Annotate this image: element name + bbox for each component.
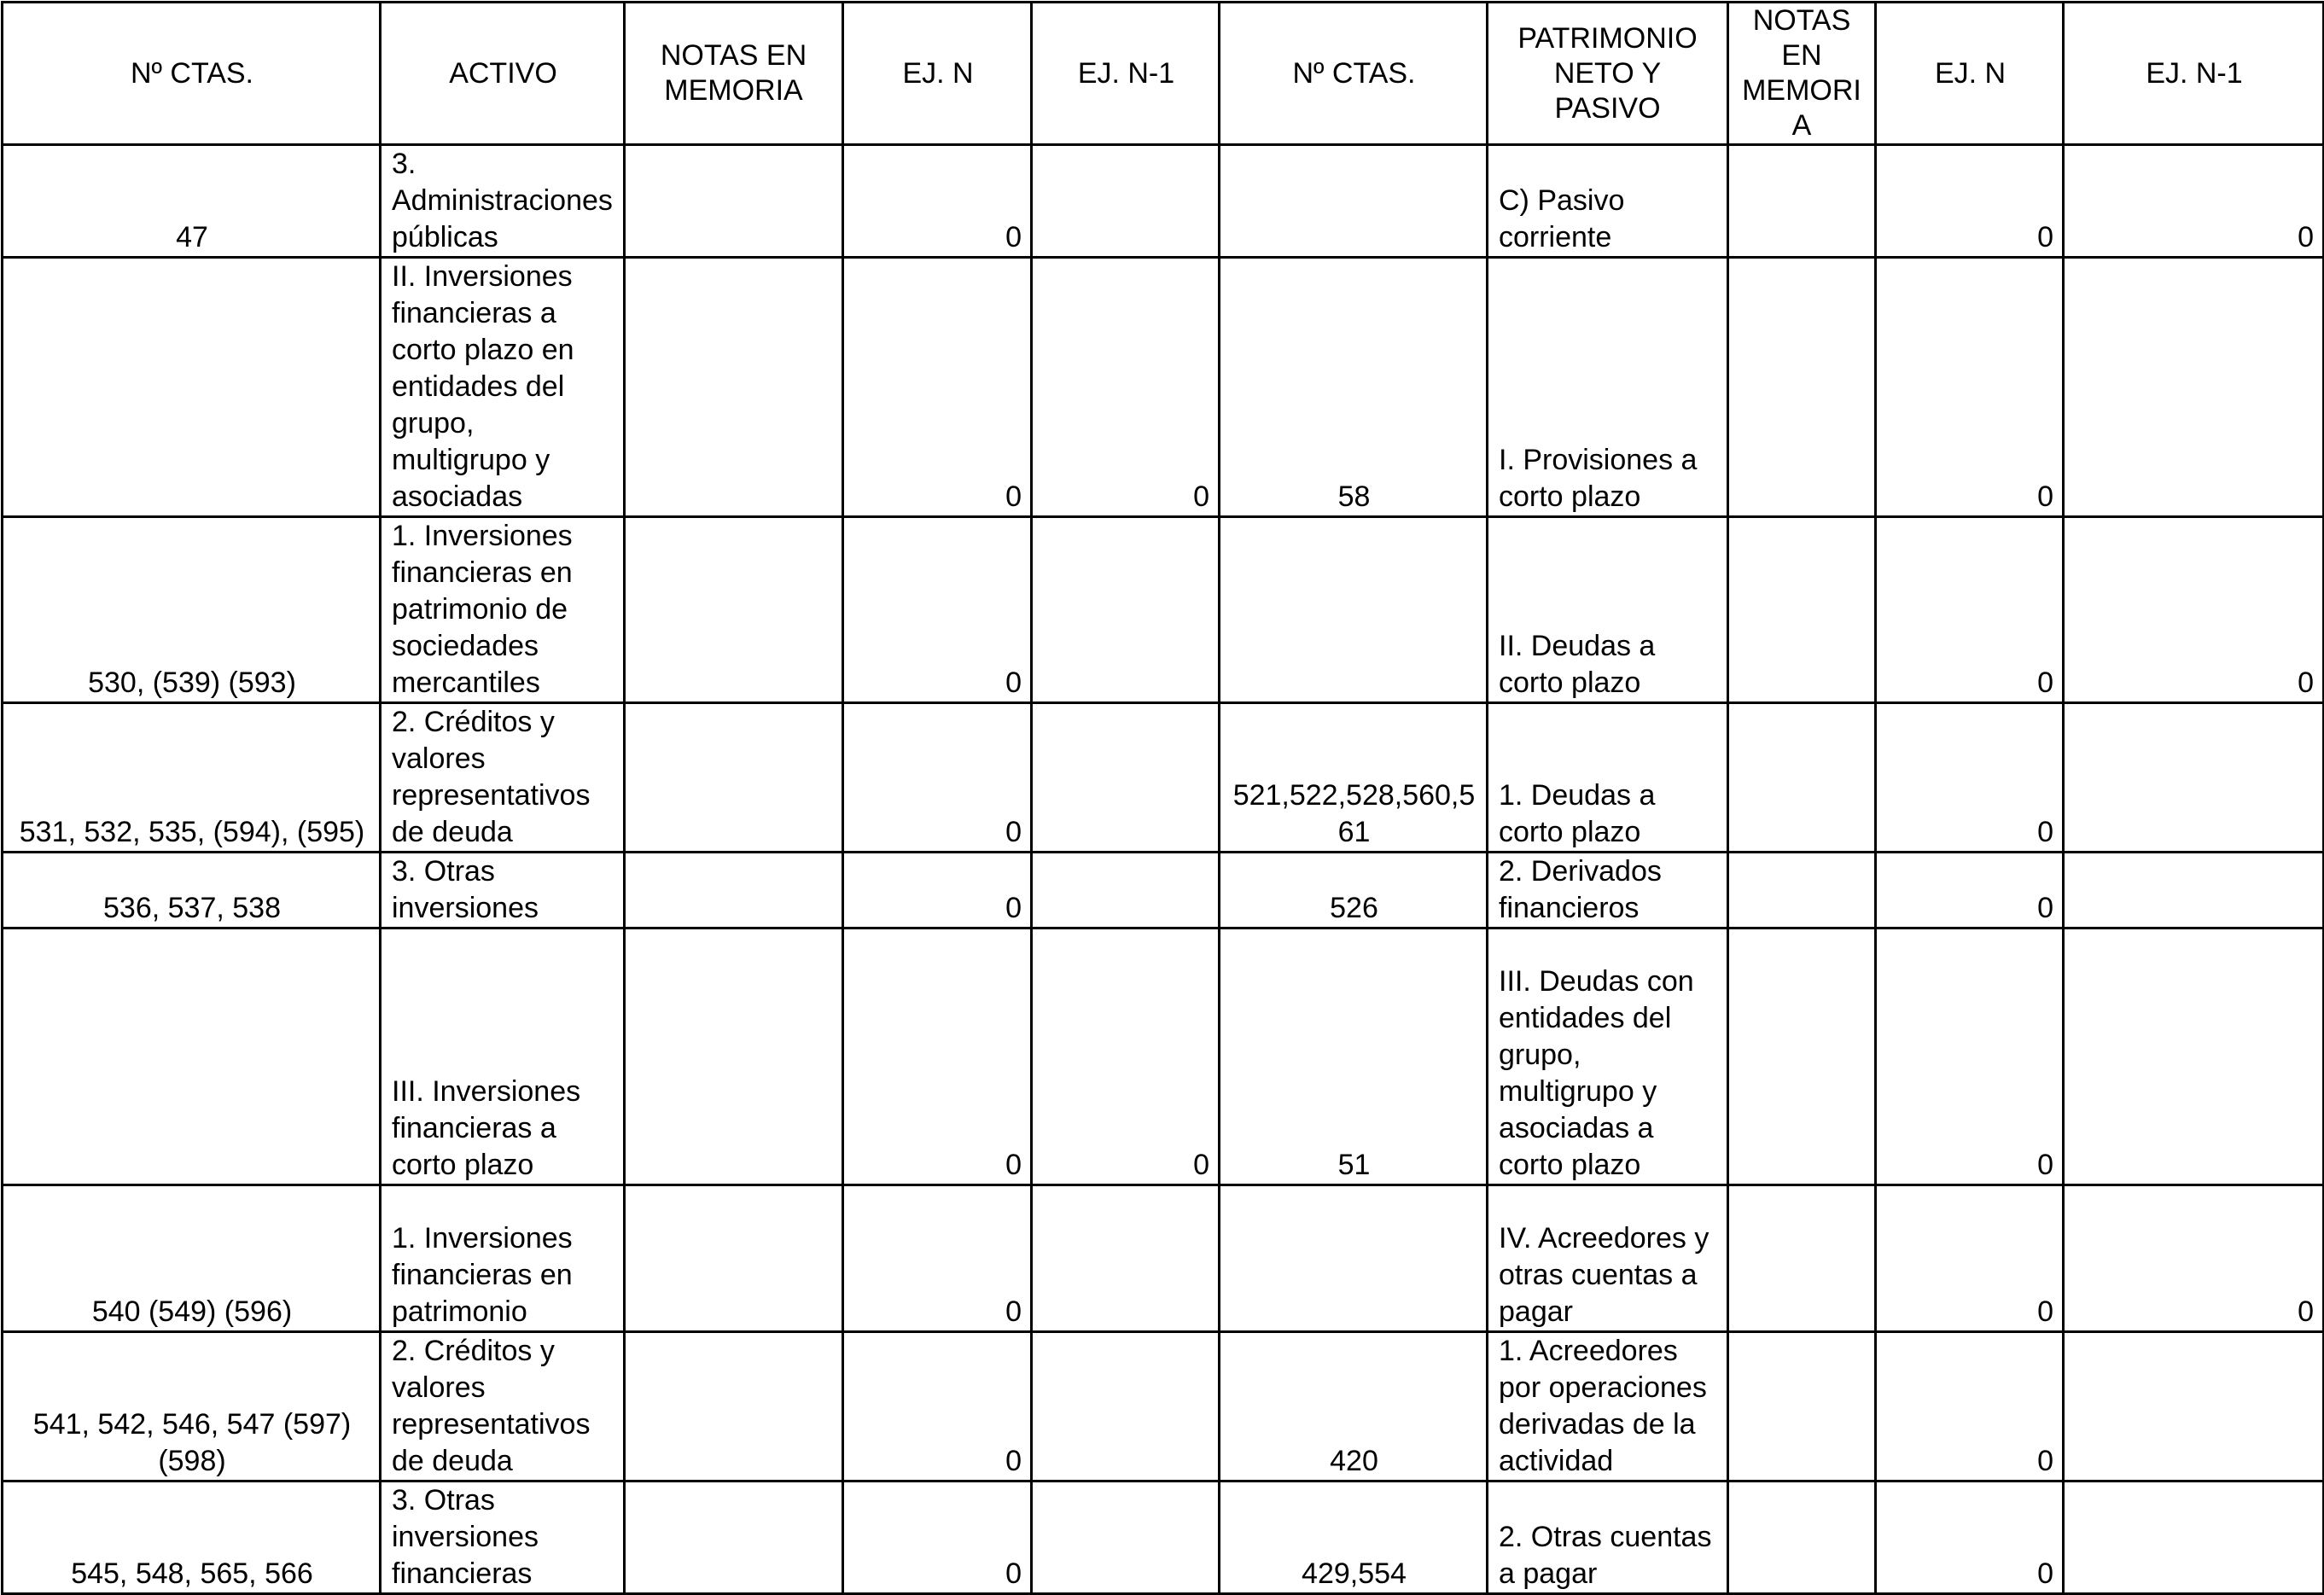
activo-notas-cell [625,1481,843,1594]
pasivo-cuentas-cell [1220,145,1488,258]
pasivo-notas-cell [1728,853,1876,928]
pasivo-ej-n-cell: 0 [1876,853,2064,928]
pasivo-concepto-cell: C) Pasivo corriente [1488,145,1728,258]
balance-sheet-table [1,1,2324,1595]
pasivo-cuentas-cell: 51 [1220,928,1488,1185]
activo-ej-n-cell: 0 [843,703,1032,853]
activo-cuentas-cell [3,258,381,517]
activo-cuentas-cell: 530, (539) (593) [3,517,381,703]
pasivo-ej-n1-cell [2064,853,2324,928]
pasivo-notas-cell [1728,703,1876,853]
pasivo-ej-n-cell: 0 [1876,1332,2064,1481]
header-pasivo: PATRIMONIO NETO Y PASIVO [1488,3,1728,145]
table-row [3,853,2324,928]
pasivo-ej-n1-cell [2064,1332,2324,1481]
activo-concepto-cell: 3. Administraciones públicas [381,145,625,258]
activo-ej-n-cell: 0 [843,853,1032,928]
pasivo-ej-n-cell: 0 [1876,145,2064,258]
pasivo-concepto-cell: III. Deudas con entidades del grupo, multigrupo y asociadas a corto plazo [1488,928,1728,1185]
activo-ej-n1-cell [1032,1185,1220,1332]
pasivo-concepto-cell: 1. Acreedores por operaciones derivadas de la actividad [1488,1332,1728,1481]
pasivo-cuentas-cell [1220,517,1488,703]
pasivo-ej-n-cell: 0 [1876,258,2064,517]
table-row [3,1481,2324,1594]
header-activo: ACTIVO [381,3,625,145]
header-a-ctas: Nº CTAS. [3,3,381,145]
pasivo-cuentas-cell: 429,554 [1220,1481,1488,1594]
table-row [3,703,2324,853]
activo-concepto-cell: 3. Otras inversiones financieras [381,1481,625,1594]
pasivo-concepto-cell: IV. Acreedores y otras cuentas a pagar [1488,1185,1728,1332]
pasivo-concepto-cell: II. Deudas a corto plazo [1488,517,1728,703]
pasivo-notas-cell [1728,1332,1876,1481]
activo-ej-n1-cell [1032,1332,1220,1481]
table-row [3,258,2324,517]
activo-ej-n-cell: 0 [843,1185,1032,1332]
pasivo-ej-n1-cell [2064,703,2324,853]
activo-ej-n1-cell: 0 [1032,928,1220,1185]
activo-ej-n1-cell [1032,1481,1220,1594]
pasivo-notas-cell [1728,145,1876,258]
activo-concepto-cell: III. Inversiones financieras a corto plazo [381,928,625,1185]
activo-ej-n1-cell [1032,145,1220,258]
header-p-ctas: Nº CTAS. [1220,3,1488,145]
activo-ej-n1-cell [1032,703,1220,853]
activo-notas-cell [625,517,843,703]
activo-notas-cell [625,258,843,517]
activo-cuentas-cell [3,928,381,1185]
pasivo-notas-cell [1728,1481,1876,1594]
activo-notas-cell [625,145,843,258]
header-p-ej-n: EJ. N [1876,3,2064,145]
activo-concepto-cell: 2. Créditos y valores representativos de deuda [381,1332,625,1481]
activo-ej-n-cell: 0 [843,1481,1032,1594]
activo-ej-n-cell: 0 [843,1332,1032,1481]
activo-concepto-cell: 3. Otras inversiones [381,853,625,928]
pasivo-ej-n-cell: 0 [1876,517,2064,703]
activo-notas-cell [625,703,843,853]
activo-notas-cell [625,853,843,928]
pasivo-concepto-cell: 1. Deudas a corto plazo [1488,703,1728,853]
header-a-ej-n: EJ. N [843,3,1032,145]
activo-notas-cell [625,1332,843,1481]
activo-concepto-cell: 1. Inversiones financieras en patrimonio de sociedades mercantiles [381,517,625,703]
pasivo-ej-n-cell: 0 [1876,1481,2064,1594]
pasivo-notas-cell [1728,1185,1876,1332]
pasivo-cuentas-cell: 58 [1220,258,1488,517]
pasivo-cuentas-cell: 521,522,528,560,561 [1220,703,1488,853]
pasivo-concepto-cell: I. Provisiones a corto plazo [1488,258,1728,517]
pasivo-concepto-cell: 2. Otras cuentas a pagar [1488,1481,1728,1594]
activo-cuentas-cell: 47 [3,145,381,258]
table-row [3,1185,2324,1332]
pasivo-cuentas-cell: 526 [1220,853,1488,928]
pasivo-concepto-cell: 2. Derivados financieros [1488,853,1728,928]
header-p-ej-n1: EJ. N-1 [2064,3,2324,145]
pasivo-ej-n-cell: 0 [1876,1185,2064,1332]
table-row [3,517,2324,703]
pasivo-ej-n1-cell: 0 [2064,517,2324,703]
activo-cuentas-cell: 531, 532, 535, (594), (595) [3,703,381,853]
pasivo-notas-cell [1728,517,1876,703]
activo-cuentas-cell: 541, 542, 546, 547 (597) (598) [3,1332,381,1481]
activo-ej-n-cell: 0 [843,928,1032,1185]
pasivo-notas-cell [1728,258,1876,517]
pasivo-ej-n1-cell [2064,928,2324,1185]
pasivo-ej-n-cell: 0 [1876,928,2064,1185]
pasivo-ej-n1-cell [2064,1481,2324,1594]
pasivo-notas-cell [1728,928,1876,1185]
table-row [3,145,2324,258]
activo-concepto-cell: 1. Inversiones financieras en patrimonio [381,1185,625,1332]
activo-cuentas-cell: 545, 548, 565, 566 [3,1481,381,1594]
activo-notas-cell [625,1185,843,1332]
header-a-ej-n1: EJ. N-1 [1032,3,1220,145]
activo-cuentas-cell: 540 (549) (596) [3,1185,381,1332]
activo-notas-cell [625,928,843,1185]
activo-ej-n1-cell [1032,517,1220,703]
pasivo-ej-n1-cell: 0 [2064,1185,2324,1332]
activo-ej-n-cell: 0 [843,145,1032,258]
activo-ej-n1-cell: 0 [1032,258,1220,517]
pasivo-cuentas-cell [1220,1185,1488,1332]
pasivo-cuentas-cell: 420 [1220,1332,1488,1481]
header-p-notas: NOTAS EN MEMORIA [1728,3,1876,145]
table-body [3,145,2324,1594]
pasivo-ej-n1-cell [2064,258,2324,517]
table-row [3,1332,2324,1481]
activo-ej-n-cell: 0 [843,258,1032,517]
activo-ej-n-cell: 0 [843,517,1032,703]
pasivo-ej-n-cell: 0 [1876,703,2064,853]
table-row [3,928,2324,1185]
activo-concepto-cell: II. Inversiones financieras a corto plazo en entidades del grupo, multigrupo y asociadas [381,258,625,517]
pasivo-ej-n1-cell: 0 [2064,145,2324,258]
activo-ej-n1-cell [1032,853,1220,928]
header-a-notas: NOTAS EN MEMORIA [625,3,843,145]
header-row [3,3,2324,145]
activo-concepto-cell: 2. Créditos y valores representativos de deuda [381,703,625,853]
activo-cuentas-cell: 536, 537, 538 [3,853,381,928]
